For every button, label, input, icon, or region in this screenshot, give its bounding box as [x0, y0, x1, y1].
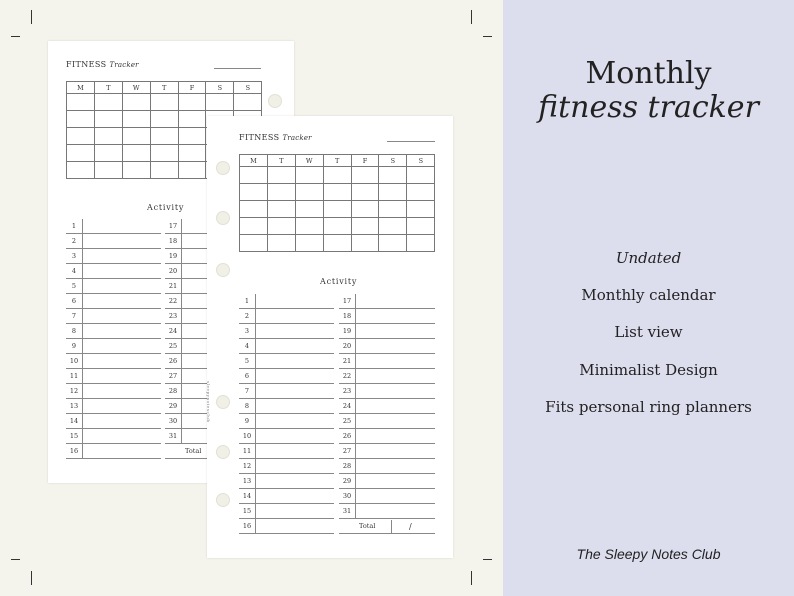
list-item: [66, 264, 161, 279]
day-number: 10: [239, 429, 256, 444]
list-item: [66, 309, 161, 324]
day-number: 4: [239, 339, 256, 354]
crop-mark: [11, 559, 20, 560]
day-number: 27: [339, 444, 356, 459]
day-number: 25: [165, 339, 182, 354]
name-line: [387, 141, 435, 142]
day-number: 7: [66, 309, 83, 324]
crop-mark: [31, 571, 32, 585]
list-item: [339, 294, 435, 309]
day-number: 31: [339, 504, 356, 519]
brand-name: The Sleepy Notes Club: [576, 546, 721, 562]
activity-title: Activity: [147, 203, 185, 212]
list-item: [339, 414, 435, 429]
day-number: 11: [239, 444, 256, 459]
day-number: 11: [66, 369, 83, 384]
weekday-label: S: [206, 82, 234, 94]
weekday-label: S: [234, 82, 262, 94]
day-number: 8: [239, 399, 256, 414]
list-item: [66, 324, 161, 339]
list-item: [339, 504, 435, 519]
weekday-label: T: [323, 155, 351, 167]
day-number: 2: [239, 309, 256, 324]
list-item: [66, 444, 161, 459]
list-item: [66, 414, 161, 429]
weekday-label: T: [267, 155, 295, 167]
list-item: [339, 474, 435, 489]
list-item: [239, 354, 334, 369]
list-item: [239, 429, 334, 444]
day-number: 14: [66, 414, 83, 429]
day-number: 10: [66, 354, 83, 369]
day-number: 21: [165, 279, 182, 294]
day-number: 24: [165, 324, 182, 339]
activity-list-left: [239, 294, 334, 534]
list-item: [66, 339, 161, 354]
list-item: [66, 279, 161, 294]
list-item: [339, 489, 435, 504]
day-number: 16: [239, 519, 256, 534]
feature-item: Minimalist Design: [579, 361, 718, 379]
day-number: 22: [165, 294, 182, 309]
day-number: 29: [339, 474, 356, 489]
total-slash: /: [409, 522, 412, 531]
ring-hole: [216, 445, 230, 459]
ring-hole: [216, 263, 230, 277]
sheet-title: FITNESS Tracker: [66, 60, 139, 69]
crop-mark: [31, 10, 32, 24]
list-item: [339, 339, 435, 354]
day-number: 21: [339, 354, 356, 369]
weekday-label: F: [351, 155, 379, 167]
list-item: [339, 384, 435, 399]
weekday-label: S: [379, 155, 407, 167]
day-number: 8: [66, 324, 83, 339]
list-item: [339, 444, 435, 459]
crop-mark: [483, 559, 492, 560]
list-item: [239, 414, 334, 429]
day-number: 12: [66, 384, 83, 399]
crop-mark: [471, 571, 472, 585]
total-label: Total: [359, 522, 376, 530]
day-number: 18: [165, 234, 182, 249]
day-number: 25: [339, 414, 356, 429]
ring-hole: [216, 211, 230, 225]
day-number: 6: [66, 294, 83, 309]
day-number: 26: [339, 429, 356, 444]
list-item: [339, 399, 435, 414]
total-label: Total: [185, 447, 202, 455]
day-number: 1: [66, 219, 83, 234]
weekday-label: F: [178, 82, 206, 94]
total-divider: [391, 520, 392, 533]
entry-line: [339, 533, 435, 534]
day-number: 17: [165, 219, 182, 234]
crop-mark: [11, 36, 20, 37]
list-item: [239, 489, 334, 504]
list-item: [239, 444, 334, 459]
day-number: 22: [339, 369, 356, 384]
planner-sheet-front: [207, 116, 453, 558]
day-number: 2: [66, 234, 83, 249]
day-number: 24: [339, 399, 356, 414]
day-number: 3: [239, 324, 256, 339]
sheet-title: FITNESS Tracker: [239, 133, 312, 142]
crop-mark: [483, 36, 492, 37]
list-item: [66, 429, 161, 444]
list-item: [239, 324, 334, 339]
day-number: 31: [165, 429, 182, 444]
day-number: 28: [339, 459, 356, 474]
day-number: 3: [66, 249, 83, 264]
name-line: [214, 68, 261, 69]
day-number: 9: [239, 414, 256, 429]
day-number: 19: [339, 324, 356, 339]
activity-list-right: [339, 294, 435, 534]
feature-item: Undated: [615, 249, 682, 267]
day-number: 26: [165, 354, 182, 369]
list-item: [339, 324, 435, 339]
feature-item: List view: [614, 323, 683, 341]
list-item: [239, 459, 334, 474]
day-number: 30: [339, 489, 356, 504]
heading-monthly: Monthly: [585, 56, 712, 91]
list-item: [239, 309, 334, 324]
list-item: [66, 384, 161, 399]
list-item: [339, 369, 435, 384]
day-number: 29: [165, 399, 182, 414]
weekday-label: T: [150, 82, 178, 94]
list-item: [66, 219, 161, 234]
day-number: 4: [66, 264, 83, 279]
weekday-label: S: [407, 155, 435, 167]
day-number: 23: [165, 309, 182, 324]
list-item: [239, 474, 334, 489]
day-number: 18: [339, 309, 356, 324]
day-number: 1: [239, 294, 256, 309]
day-number: 20: [165, 264, 182, 279]
feature-item: Fits personal ring planners: [545, 398, 752, 416]
list-item: [239, 504, 334, 519]
day-number: 19: [165, 249, 182, 264]
list-item: [66, 249, 161, 264]
list-item: [239, 519, 334, 534]
list-item: [66, 399, 161, 414]
month-calendar-grid: [239, 154, 435, 252]
day-number: 5: [239, 354, 256, 369]
list-item: [66, 354, 161, 369]
day-number: 16: [66, 444, 83, 459]
weekday-label: M: [67, 82, 95, 94]
day-number: 9: [66, 339, 83, 354]
ring-hole: [216, 493, 230, 507]
day-number: 13: [239, 474, 256, 489]
weekday-label: M: [240, 155, 268, 167]
weekday-label: T: [94, 82, 122, 94]
list-item: [339, 459, 435, 474]
list-item: [239, 339, 334, 354]
list-item: [239, 399, 334, 414]
day-number: 12: [239, 459, 256, 474]
list-item: [239, 369, 334, 384]
list-item: [66, 234, 161, 249]
ring-hole: [268, 94, 282, 108]
list-item: [339, 354, 435, 369]
day-number: 30: [165, 414, 182, 429]
feature-item: Monthly calendar: [581, 286, 716, 304]
side-brand-text: sleepynotesclub: [206, 381, 211, 423]
entry-line: [239, 533, 334, 534]
day-number: 15: [239, 504, 256, 519]
day-number: 5: [66, 279, 83, 294]
ring-hole: [216, 395, 230, 409]
weekday-label: W: [122, 82, 150, 94]
day-number: 6: [239, 369, 256, 384]
day-number: 17: [339, 294, 356, 309]
day-number: 23: [339, 384, 356, 399]
heading-fitness-tracker: fitness tracker: [538, 90, 759, 125]
ring-hole: [216, 161, 230, 175]
crop-mark: [471, 10, 472, 24]
day-number: 27: [165, 369, 182, 384]
entry-line: [66, 458, 161, 459]
weekday-label: W: [295, 155, 323, 167]
list-item: [66, 369, 161, 384]
day-number: 15: [66, 429, 83, 444]
day-number: 7: [239, 384, 256, 399]
list-item: [239, 294, 334, 309]
day-number: 20: [339, 339, 356, 354]
list-item: [339, 429, 435, 444]
day-number: 14: [239, 489, 256, 504]
activity-list-left: [66, 219, 161, 459]
list-item: [66, 294, 161, 309]
activity-title: Activity: [320, 277, 358, 286]
day-number: 13: [66, 399, 83, 414]
list-item: [239, 384, 334, 399]
list-item: [339, 309, 435, 324]
day-number: 28: [165, 384, 182, 399]
total-row: [339, 519, 435, 534]
